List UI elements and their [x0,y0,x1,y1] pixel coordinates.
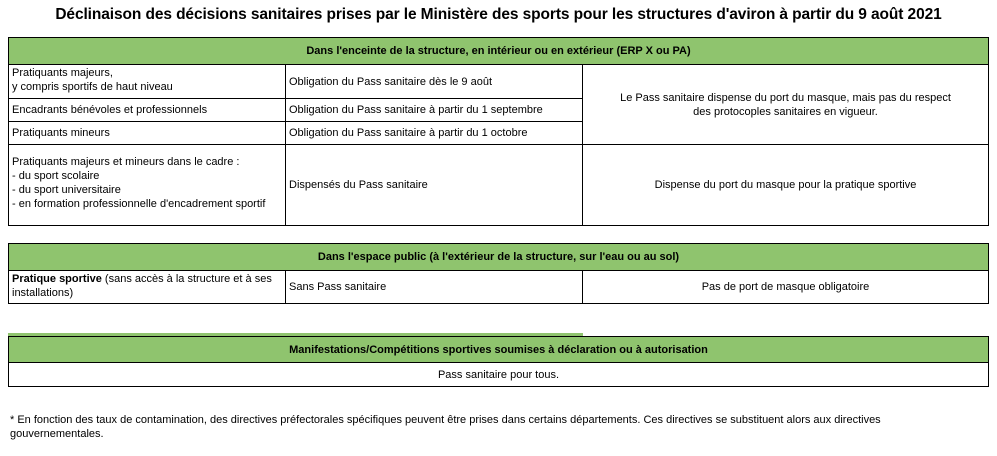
page-title: Déclinaison des décisions sanitaires prises par le Ministère des sports pour les structures d'aviron à partir du 9 août 2021 [55,6,942,23]
row4-who-line4: - en formation professionnelle d'encadrement sportif [12,198,266,210]
public-mask: Pas de port de masque obligatoire [582,270,989,304]
row1-who-line1: Pratiquants majeurs, [12,67,113,79]
public-who [8,270,286,304]
mask-note: Le Pass sanitaire dispense du port du masque, mais pas du respect des protocoples sanitaires en vigueur. [582,64,989,145]
row1-who [8,64,286,99]
section2-header: Dans l'espace public (à l'extérieur de la structure, sur l'eau ou au sol) [8,243,989,271]
section3-header: Manifestations/Compétitions sportives soumises à déclaration ou à autorisation [8,336,989,363]
row1-rule: Obligation du Pass sanitaire dès le 9 août [285,64,583,99]
footnote: * En fonction des taux de contamination, des directives préfectorales spécifiques peuvent être prises dans certains départements. Ces directives se substituent alors aux directives gouvernementales. [10,414,881,440]
row1-who-line2: y compris sportifs de haut niveau [12,81,173,93]
section1-header: Dans l'enceinte de la structure, en intérieur ou en extérieur (ERP X ou PA) [8,37,989,65]
row4-who-line1: Pratiquants majeurs et mineurs dans le cadre : [12,156,240,168]
row4-mask: Dispense du port du masque pour la pratique sportive [582,144,989,226]
section3-value: Pass sanitaire pour tous. [8,362,989,387]
row4-who-line2: - du sport scolaire [12,170,100,182]
row2-rule: Obligation du Pass sanitaire à partir du 1 septembre [285,98,583,122]
public-who-bold: Pratique sportive [12,273,102,285]
row4-who [8,144,286,226]
row2-who: Encadrants bénévoles et professionnels [8,98,286,122]
row4-rule: Dispensés du Pass sanitaire [285,144,583,226]
public-who-rest: (sans accès à la structure et à ses installations) [12,273,272,299]
row4-who-line3: - du sport universitaire [12,184,121,196]
row3-who: Pratiquants mineurs [8,121,286,145]
public-rule: Sans Pass sanitaire [285,270,583,304]
row3-rule: Obligation du Pass sanitaire à partir du 1 octobre [285,121,583,145]
